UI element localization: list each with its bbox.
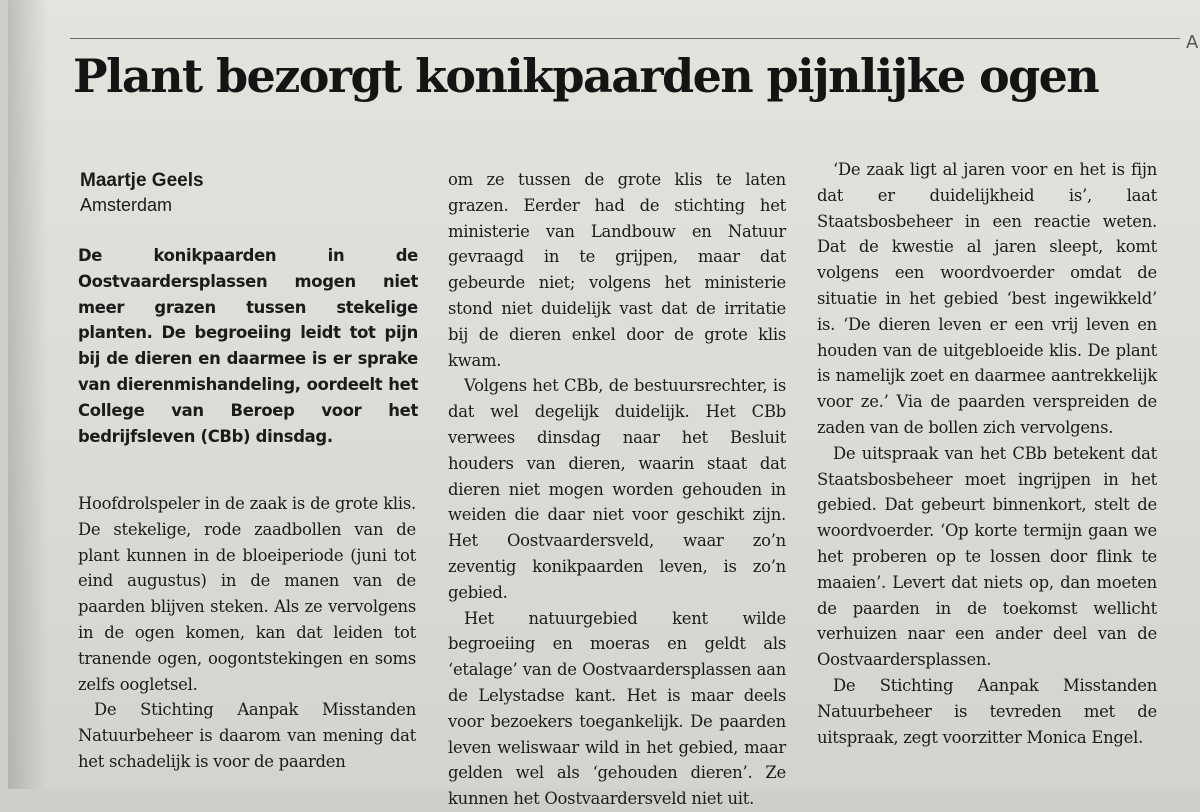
- column-1: [78, 491, 416, 775]
- column-3: [817, 157, 1157, 750]
- paragraph: Het natuurgebied kent wilde begroeiing en moeras en geldt als ‘etalage’ van de Oostvaardersplassen aan de Lelystadse kant. Het is maar deels voor bezoekers toegankelijk. De paarden leven weliswaar wild in het gebied, maar gelden wel als ‘gehouden dieren’. Ze kunnen het Oostvaardersveld niet uit.: [448, 608, 786, 809]
- author-name: Maartje Geels: [80, 170, 204, 191]
- paragraph: De uitspraak van het CBb betekent dat Staatsbosbeheer moet ingrijpen in het gebied. Dat gebeurt binnenkort, stelt de woordvoerder. ‘Op korte termijn gaan we het proberen op te lossen door flink te maaien’. Levert dat niets op, dan moeten de paarden in de toekomst wellicht verhuizen naar een ander deel van de Oostvaardersplassen.: [817, 443, 1157, 670]
- byline: [80, 168, 204, 218]
- paragraph: om ze tussen de grote klis te laten grazen. Eerder had de stichting het ministerie van Landbouw en Natuur gevraagd in te grijpen, maar dat gebeurde niet; volgens het ministerie stond niet duidelijk vast dat de irritatie bij de dieren enkel door de grote klis kwam.: [448, 170, 786, 370]
- column-2: [448, 167, 786, 812]
- lead-paragraph: De konikpaarden in de Oostvaardersplassen mogen niet meer grazen tussen stekelige planten. De begroeiing leidt tot pijn bij de dieren en daarmee is er sprake van dierenmishandeling, oordeelt het College van Beroep voor het bedrijfsleven (CBb) dinsdag.: [78, 246, 418, 446]
- top-rule: [70, 38, 1180, 39]
- paragraph: De Stichting Aanpak Misstanden Natuurbeheer is daarom van mening dat het schadelijk is voor de paarden: [78, 700, 416, 771]
- paragraph: De Stichting Aanpak Misstanden Natuurbeheer is tevreden met de uitspraak, zegt voorzitter Monica Engel.: [817, 675, 1157, 747]
- paragraph: ‘De zaak ligt al jaren voor en het is fijn dat er duidelijkheid is’, laat Staatsbosbeheer in een reactie weten. Dat de kwestie al jaren sleept, komt volgens een woordvoerder omdat de situatie in het gebied ‘best ingewikkeld’ is. ‘De dieren leven er een vrij leven en houden van de uitgebloeide klis. De plant is namelijk zoet en daarmee aantrekkelijk voor ze.’ Via de paarden verspreiden de zaden van de bollen zich vervolgens.: [817, 160, 1157, 437]
- adjacent-article-fragment: A: [1186, 32, 1199, 53]
- page-shadow: [8, 0, 48, 789]
- dateline-location: Amsterdam: [80, 195, 173, 215]
- paragraph: Volgens het CBb, de bestuursrechter, is dat wel degelijk duidelijk. Het CBb verwees dinsdag naar het Besluit houders van dieren, waarin staat dat dieren niet mogen worden gehouden in weiden die daar niet voor geschikt zijn. Het Oostvaardersveld, waar zo’n zeventig konikpaarden leven, is zo’n gebied.: [448, 376, 786, 602]
- headline: Plant bezorgt konikpaarden pijnlijke ogen: [73, 49, 1099, 103]
- paragraph: Hoofdrolspeler in de zaak is de grote klis. De stekelige, rode zaadbollen van de plant kunnen in de bloeiperiode (juni tot eind augustus) in de manen van de paarden blijven steken. Als ze vervolgens in de ogen komen, kan dat leiden tot tranende ogen, oogontstekingen en soms zelfs oogletsel.: [78, 494, 416, 694]
